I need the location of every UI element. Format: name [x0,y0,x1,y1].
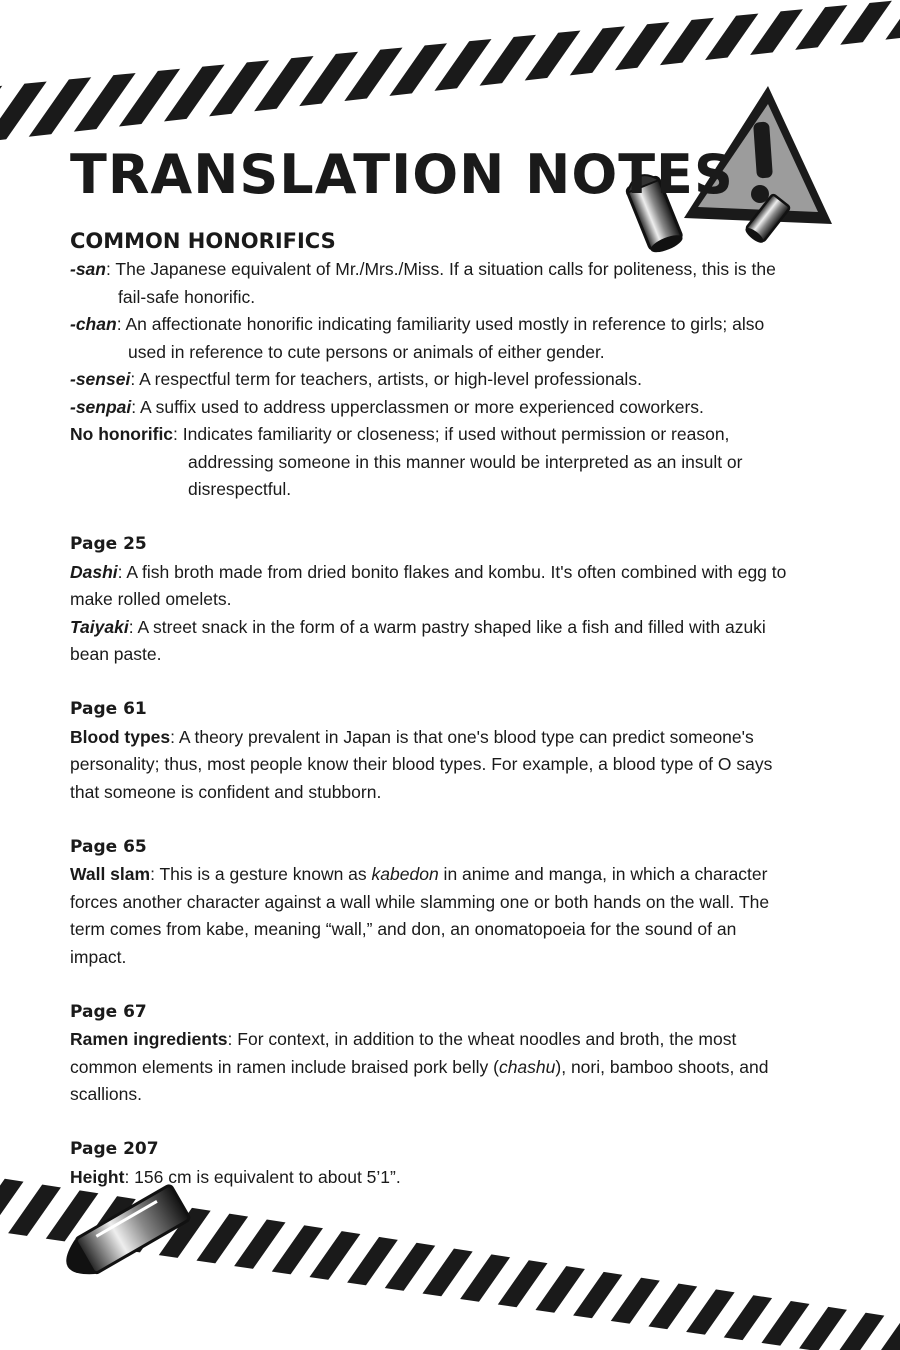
note-italic-term: kabedon [371,864,439,884]
page-heading: Page 207 [70,1139,159,1159]
page-heading: Page 61 [70,699,147,719]
honorific-sep: : [131,396,137,417]
page-25-section [70,531,790,669]
honorific-desc: A respectful term for teachers, artists, or high-level professionals. [135,369,642,389]
note-text: : A fish broth made from dried bonito flakes and kombu. It's often combined with egg to make rolled omelets. [70,561,787,609]
honorific-desc: The Japanese equivalent of Mr./Mrs./Miss. If a situation calls for politeness, this is the fail-safe honorific. [110,259,776,307]
page-207-section [70,1136,790,1191]
note-text: in anime and manga, in which a character forces another character against a wall while slamming one or both hands on the wall. The term comes from kabe, meaning “wall,” and don, an onomatopoeia for the sound of an impact. [70,864,770,967]
honorific-desc: Indicates familiarity or closeness; if used without permission or reason, addressing someone in this manner would be interpreted as an insult or disrespectful. [177,424,743,499]
page-61-section [70,696,790,806]
honorific-desc: A suffix used to address upperclassmen or more experienced coworkers. [136,396,704,417]
honorific-sep: : [116,314,122,334]
page-heading: Page 65 [70,836,147,857]
honorific-senpai [70,394,790,422]
notes-content [70,226,790,1191]
note-ramen-ingredients [70,1026,790,1109]
page-heading: Page 25 [70,534,147,554]
page-heading: Page 67 [70,1001,147,1022]
honorific-term: -senpai [70,396,132,417]
note-text: ), nori, bamboo shoots, and scallions. [70,1056,769,1104]
note-text: : This is a gesture known as [150,864,372,884]
note-term: Wall slam [70,864,151,884]
honorific-san [70,256,790,311]
page-title: TRANSLATION NOTES [70,143,734,206]
honorific-desc: An affectionate honorific indicating familiarity used mostly in reference to girls; also used in reference to cute persons or animals of either gender. [121,314,765,362]
note-dashi [70,559,790,614]
note-wall-slam [70,861,790,971]
honorific-sep: : [173,424,178,444]
note-term: Dashi [70,561,118,582]
honorific-chan [70,311,790,366]
note-term: Height [70,1166,125,1187]
honorific-none [70,421,790,504]
honorific-sensei [70,366,790,394]
note-text: : A theory prevalent in Japan is that one's blood type can predict someone's personality; thus, most people know their blood types. For example, a blood type of O says that someone is confident and stubborn. [70,726,773,802]
page-65-section [70,834,790,972]
note-text: : A street snack in the form of a warm pastry shaped like a fish and filled with azuki bean paste. [70,616,766,664]
note-term: Taiyaki [70,616,129,637]
note-italic-term: chashu [498,1056,556,1077]
note-text: : 156 cm is equivalent to about 5’1”. [124,1166,401,1187]
honorific-sep: : [105,259,111,279]
note-term: Blood types [70,726,171,747]
page-67-section [70,999,790,1109]
honorific-term: No honorific [70,424,174,444]
note-taiyaki [70,614,790,669]
honorifics-heading: COMMON HONORIFICS [70,229,336,253]
honorific-sep: : [130,369,136,389]
note-height [70,1164,790,1192]
honorific-term: -san [70,259,106,279]
note-blood-types [70,724,790,807]
note-text: : For context, in addition to the wheat noodles and broth, the most common elements in ramen include braised pork belly ( [70,1029,737,1077]
honorific-term: -sensei [70,369,131,389]
note-term: Ramen ingredients [70,1029,228,1049]
honorific-term: -chan [70,314,117,334]
